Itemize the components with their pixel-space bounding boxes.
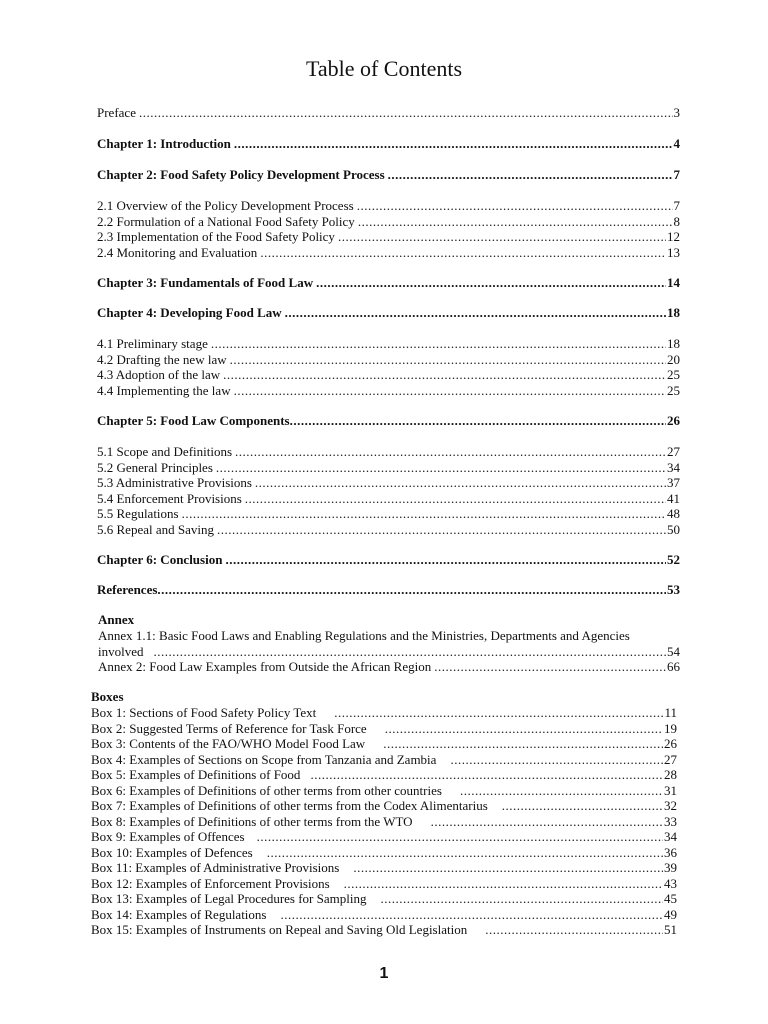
dot-leader [502, 798, 663, 813]
toc-entry-page: 53 [667, 582, 680, 597]
toc-entry-5-2[interactable] [97, 460, 680, 475]
toc-entry-page: 51 [664, 922, 677, 937]
toc-entry-page: 3 [673, 105, 680, 120]
toc-chapter-5[interactable] [97, 413, 680, 428]
page-title: Table of Contents [305, 56, 463, 81]
box-entry-11[interactable] [91, 860, 677, 875]
box-entry-9[interactable] [91, 829, 677, 844]
toc-entry-page: 54 [667, 643, 680, 659]
toc-entry-page: 33 [664, 813, 677, 829]
toc-entry-label: 4.3 Adoption of the law [97, 367, 221, 382]
toc-entry-label: Box 10: Examples of Defences [91, 844, 253, 860]
annex-1-1-line2[interactable] [98, 644, 680, 659]
annex-1-1-line1[interactable] [98, 628, 680, 643]
dot-leader [383, 736, 663, 751]
toc-entry-label: Box 9: Examples of Offences [91, 829, 245, 844]
dot-leader [431, 814, 663, 829]
dot-leader [460, 783, 663, 798]
dot-leader [450, 752, 663, 767]
toc-entry-2-4[interactable] [97, 245, 680, 260]
toc-chapter-3[interactable] [97, 275, 680, 290]
box-entry-8[interactable] [91, 814, 677, 829]
dot-leader [255, 475, 666, 490]
box-entry-2[interactable] [91, 721, 677, 736]
toc-entry-page: 36 [664, 844, 677, 860]
toc-entry-page: 18 [667, 305, 680, 320]
toc-entry-label: Box 7: Examples of Definitions of other terms from the Codex Alimentarius [91, 798, 488, 813]
toc-entry-label: 5.4 Enforcement Provisions [97, 490, 242, 506]
toc-entry-page: 27 [667, 444, 680, 459]
dot-leader [217, 522, 666, 537]
toc-entry-page: 8 [673, 213, 680, 229]
toc-references[interactable] [97, 582, 680, 597]
toc-entry-label: Chapter 6: Conclusion [97, 552, 223, 567]
toc-entry-page: 43 [664, 875, 677, 891]
dot-leader [280, 907, 663, 922]
toc-entry-page: 12 [667, 229, 680, 244]
dot-leader [310, 767, 663, 782]
dot-leader [139, 105, 673, 120]
box-entry-14[interactable] [91, 907, 677, 922]
toc-entry-4-4[interactable] [97, 383, 680, 398]
toc-entry-2-2[interactable] [97, 214, 680, 229]
toc-entry-label: 5.2 General Principles [97, 459, 213, 475]
toc-entry-page: 50 [667, 521, 680, 537]
toc-entry-label: 2.3 Implementation of the Food Safety Policy [97, 229, 335, 244]
boxes-heading: Boxes [91, 689, 124, 704]
toc-entry-label: Box 12: Examples of Enforcement Provisions [91, 875, 330, 891]
dot-leader [290, 413, 666, 428]
toc-entry-page: 28 [664, 767, 677, 782]
toc-entry-page: 20 [667, 351, 680, 367]
toc-entry-label: Box 2: Suggested Terms of Reference for Task Force [91, 720, 367, 736]
toc-entry-5-3[interactable] [97, 475, 680, 490]
dot-leader [235, 444, 666, 459]
toc-entry-label: 4.4 Implementing the law [97, 382, 231, 398]
dot-leader [154, 644, 667, 659]
toc-entry-label: 2.4 Monitoring and Evaluation [97, 244, 258, 260]
dot-leader [216, 460, 666, 475]
toc-entry-page: 27 [664, 751, 677, 767]
dot-leader [245, 491, 666, 506]
dot-leader [234, 136, 673, 151]
toc-entry-label: 5.3 Administrative Provisions [97, 475, 252, 490]
dot-leader [211, 336, 666, 351]
dot-leader [234, 383, 666, 398]
toc-entry-label: Box 3: Contents of the FAO/WHO Model Food Law [91, 736, 366, 751]
toc-entry-page: 52 [667, 552, 680, 567]
box-entry-15[interactable] [91, 922, 677, 937]
toc-entry-label: Annex 1.1: Basic Food Laws and Enabling Regulations and the Ministries, Departments and Agencies [98, 628, 630, 643]
toc-entry-label: References [97, 582, 158, 597]
toc-entry-page: 37 [667, 475, 680, 490]
toc-entry-label: Box 5: Examples of Definitions of Food [91, 767, 301, 782]
toc-entry-page: 26 [664, 736, 677, 751]
toc-entry-label: Box 6: Examples of Definitions of other terms from other countries [91, 782, 442, 798]
annex-heading: Annex [98, 612, 135, 627]
dot-leader [485, 922, 663, 937]
toc-entry-label: Box 4: Examples of Sections on Scope from Tanzania and Zambia [91, 751, 437, 767]
toc-entry-page: 31 [664, 782, 677, 798]
box-entry-1[interactable] [91, 705, 677, 720]
toc-entry-page: 25 [667, 367, 680, 382]
toc-entry-preface[interactable] [97, 105, 680, 120]
dot-leader [230, 352, 666, 367]
toc-entry-page: 26 [667, 413, 680, 428]
toc-entry-page: 13 [667, 244, 680, 260]
toc-entry-page: 34 [667, 459, 680, 475]
toc-entry-label: Annex 2: Food Law Examples from Outside the African Region [98, 659, 432, 674]
toc-entry-label: Chapter 5: Food Law Components [97, 413, 290, 428]
toc-entry-page: 49 [664, 906, 677, 922]
dot-leader [358, 214, 673, 229]
box-entry-3[interactable] [91, 736, 677, 751]
dot-leader [385, 721, 663, 736]
toc-entry-page: 7 [673, 198, 680, 213]
toc-entry-label: 4.2 Drafting the new law [97, 351, 227, 367]
toc-entry-page: 11 [664, 705, 677, 720]
toc-entry-page: 45 [664, 891, 677, 906]
dot-leader [285, 305, 666, 320]
toc-chapter-6[interactable] [97, 552, 680, 567]
toc-entry-page: 41 [667, 490, 680, 506]
toc-entry-4-2[interactable] [97, 352, 680, 367]
toc-entry-label: Box 1: Sections of Food Safety Policy Text [91, 705, 317, 720]
dot-leader [225, 552, 666, 567]
dot-leader [338, 229, 666, 244]
dot-leader [316, 275, 666, 290]
box-entry-4[interactable] [91, 752, 677, 767]
toc-entry-page: 25 [667, 382, 680, 398]
toc-entry-5-6[interactable] [97, 522, 680, 537]
box-entry-10[interactable] [91, 845, 677, 860]
dot-leader [380, 891, 663, 906]
toc-entry-label: 2.1 Overview of the Policy Development Process [97, 198, 354, 213]
toc-entry-label: Box 11: Examples of Administrative Provisions [91, 860, 340, 875]
toc-entry-5-1[interactable] [97, 444, 680, 459]
dot-leader [260, 245, 666, 260]
toc-chapter-1[interactable] [97, 136, 680, 151]
toc-entry-page: 14 [667, 275, 680, 290]
toc-entry-page: 4 [673, 136, 680, 151]
toc-entry-label: Box 14: Examples of Regulations [91, 906, 267, 922]
dot-leader [344, 876, 663, 891]
toc-entry-4-1[interactable] [97, 336, 680, 351]
dot-leader [357, 198, 673, 213]
toc-entry-label: Box 13: Examples of Legal Procedures for Sampling [91, 891, 367, 906]
box-entry-5[interactable] [91, 767, 677, 782]
dot-leader [223, 367, 666, 382]
toc-entry-page: 66 [667, 659, 680, 674]
toc-entry-label: Chapter 3: Fundamentals of Food Law [97, 275, 314, 290]
page-number: 1 [379, 965, 389, 982]
dot-leader [182, 506, 666, 521]
toc-entry-page: 19 [664, 720, 677, 736]
toc-entry-label: involved [98, 643, 144, 659]
toc-entry-page: 7 [673, 167, 680, 182]
toc-entry-label: Chapter 4: Developing Food Law [97, 305, 282, 320]
toc-chapter-2[interactable] [97, 167, 680, 182]
toc-entry-label: 5.1 Scope and Definitions [97, 444, 233, 459]
toc-entry-page: 39 [664, 860, 677, 875]
dot-leader [267, 845, 663, 860]
toc-entry-2-3[interactable] [97, 229, 680, 244]
dot-leader [334, 705, 663, 720]
box-entry-6[interactable] [91, 783, 677, 798]
dot-leader [157, 582, 666, 597]
toc-entry-page: 32 [664, 798, 677, 813]
toc-entry-label: 5.5 Regulations [97, 506, 179, 521]
toc-entry-label: Box 8: Examples of Definitions of other terms from the WTO [91, 813, 413, 829]
toc-entry-label: 2.2 Formulation of a National Food Safety Policy [97, 213, 355, 229]
dot-leader [257, 829, 663, 844]
toc-entry-label: 5.6 Repeal and Saving [97, 521, 214, 537]
box-entry-13[interactable] [91, 891, 677, 906]
toc-entry-label: Chapter 1: Introduction [97, 136, 231, 151]
box-entry-12[interactable] [91, 876, 677, 891]
toc-entry-page: 34 [664, 829, 677, 844]
dot-leader [434, 659, 666, 674]
toc-chapter-4[interactable] [97, 305, 680, 320]
toc-entry-label: 4.1 Preliminary stage [97, 336, 208, 351]
toc-entry-5-4[interactable] [97, 491, 680, 506]
toc-entry-label: Box 15: Examples of Instruments on Repeal and Saving Old Legislation [91, 922, 468, 937]
toc-entry-label: Chapter 2: Food Safety Policy Development Process [97, 167, 385, 182]
toc-entry-5-5[interactable] [97, 506, 680, 521]
toc-entry-page: 48 [667, 506, 680, 521]
dot-leader [353, 860, 663, 875]
box-entry-7[interactable] [91, 798, 677, 813]
toc-entry-4-3[interactable] [97, 367, 680, 382]
toc-entry-label: Preface [97, 105, 136, 120]
toc-entry-2-1[interactable] [97, 198, 680, 213]
dot-leader [388, 167, 673, 182]
toc-entry-page: 18 [667, 336, 680, 351]
annex-2[interactable] [98, 659, 680, 674]
